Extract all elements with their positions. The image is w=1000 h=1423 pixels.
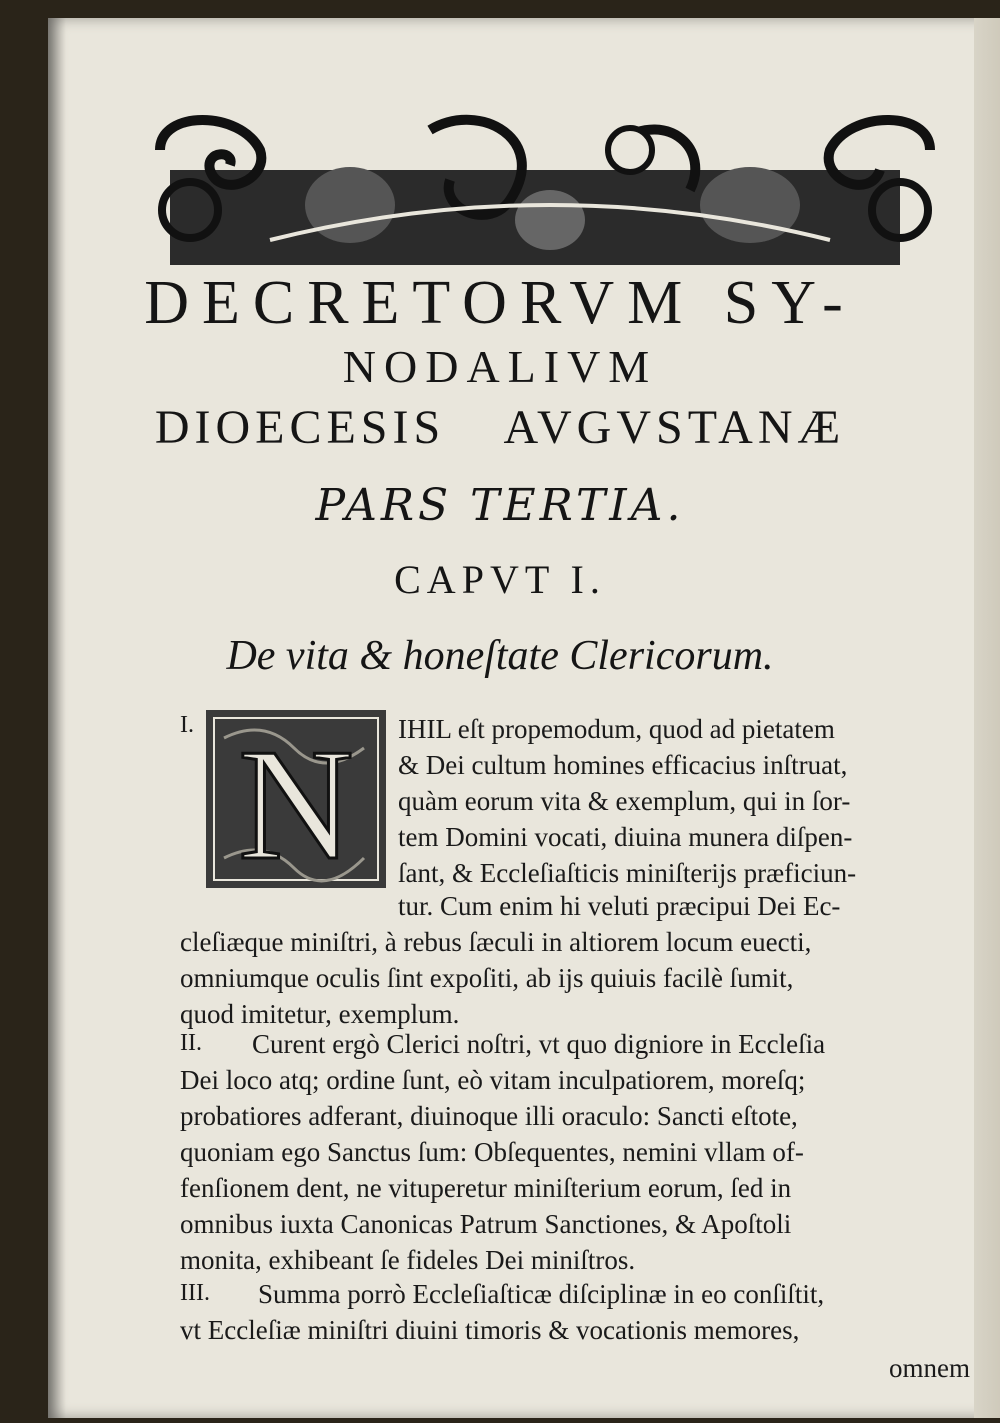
initial-ornament-icon [204,708,388,890]
text-line: probatiores adferant, diuinoque illi oraculo: Sancti eſtote, [180,1101,798,1131]
text-line: quoniam ego Sanctus ſum: Obſequentes, nemini vllam of- [180,1137,804,1167]
chapter-heading: CAPVT I. [394,557,606,602]
paragraph-2 [180,1026,970,1278]
chapter-title: De vita & honeſtate Clericorum. [226,633,774,679]
text-line: quàm eorum vita & exemplum, qui in ſor- [398,786,851,816]
text-line: omnibus iuxta Canonicas Patrum Sanctiones, & Apoſtoli [180,1209,792,1239]
title-line-3: DIOECESIS AVGVSTANÆ [154,401,846,454]
paragraph-1-continuation [180,888,970,1032]
text-line: quod imitetur, exemplum. [180,999,460,1029]
text-line: Summa porrò Eccleſiaſticæ diſciplinæ in eo conſiſtit, [258,1279,825,1309]
text-line: omniumque oculis ſint expoſiti, ab ijs quiuis facilè ſumit, [180,963,794,993]
svg-text:N: N [238,715,354,890]
text-line: vt Eccleſiæ miniſtri diuini timoris & vocationis memores, [180,1315,800,1345]
title-line-1: DECRETORVM SY- [144,269,856,337]
text-line: tur. Cum enim hi veluti præcipui Dei Ec- [398,891,841,921]
text-line: Curent ergò Clerici noſtri, vt quo digniore in Eccleſia [252,1029,826,1059]
text-line: Dei loco atq; ordine ſunt, eò vitam inculpatiorem, moreſq; [180,1065,806,1095]
paragraph-number: II. [180,1030,202,1056]
text-line: tem Domini vocati, diuina munera diſpen- [398,822,853,852]
text-line: IHIL eſt propemodum, quod ad pietatem [398,714,835,744]
page-edge [974,18,1000,1418]
part-heading: PARS TERTIA. [315,480,685,531]
text-line: monita, exhibeant ſe fideles Dei miniſtros. [180,1245,636,1275]
paragraph-number: I. [180,712,194,738]
decorated-initial [204,708,388,890]
catchword-text: omnem [889,1353,970,1383]
paragraph-3 [180,1276,970,1348]
ornamental-headpiece [150,110,940,270]
text-line: cleſiæque miniſtri, à rebus ſæculi in altiorem locum euecti, [180,927,812,957]
text-line: ſant, & Eccleſiaſticis miniſterijs præficiun- [398,858,857,888]
text-line: & Dei cultum homines efficacius inſtruat, [398,750,848,780]
title-line-2: NODALIVM [342,341,658,392]
paragraph-number: III. [180,1280,210,1306]
catchword [180,1350,970,1386]
paragraph-1-lines-beside-initial [398,712,856,892]
text-line: fenſionem dent, ne vituperetur miniſterium eorum, ſed in [180,1173,792,1203]
